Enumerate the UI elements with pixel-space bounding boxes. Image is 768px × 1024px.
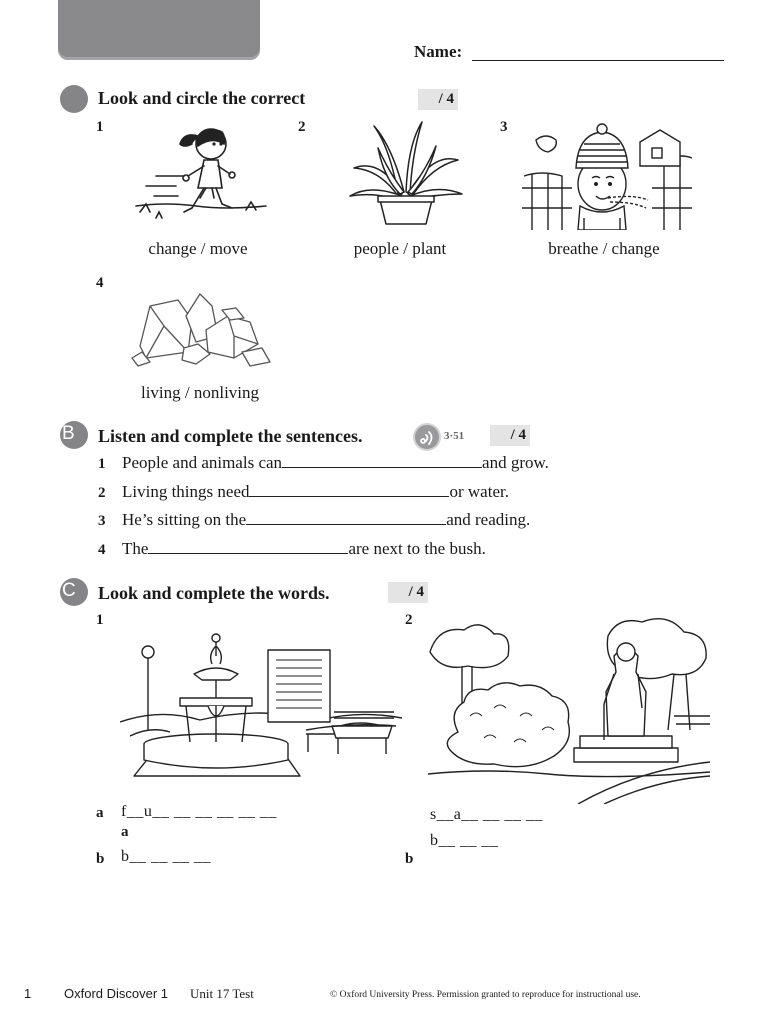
sentence-row [98, 510, 530, 530]
answer-letter: a [96, 805, 104, 821]
sentence-text: or water. [449, 482, 509, 501]
caption-choice[interactable]: breathe / change [548, 239, 660, 258]
copyright-notice: © Oxford University Press. Permission granted to reproduce for instructional use. [330, 990, 641, 1000]
sentence-row [98, 453, 549, 473]
rocks-illustration [126, 286, 276, 372]
audio-icon[interactable] [415, 425, 439, 449]
word-blank[interactable]: b__ __ __ __ [121, 848, 211, 865]
sentence-number: 3 [98, 513, 106, 529]
section-a-marker [60, 85, 88, 113]
caption-choice[interactable]: change / move [148, 239, 248, 258]
answer-letter: b [96, 851, 105, 867]
picture-number: 1 [96, 612, 104, 628]
answer-blank[interactable] [246, 510, 446, 525]
caption-choice[interactable]: living / nonliving [140, 383, 260, 402]
sentence-text: He’s sitting on the [122, 510, 247, 529]
name-field[interactable] [472, 60, 724, 61]
page-number: 1 [24, 986, 32, 1001]
section-b-title: Listen and complete the sentences. [98, 426, 363, 446]
sentence-text: and grow. [482, 453, 549, 472]
sentence-text: and reading. [446, 510, 531, 529]
sentence-text: Living things need [122, 482, 250, 501]
answer-letter: a [121, 824, 129, 840]
word-blank[interactable]: s__a__ __ __ __ [430, 806, 543, 823]
item-number: 2 [298, 119, 306, 135]
boy-breathing-cold-illustration [522, 118, 692, 230]
section-a-score: / 4 [418, 89, 458, 110]
section-c-title: Look and complete the words. [98, 583, 330, 603]
answer-blank[interactable] [148, 539, 348, 554]
answer-blank[interactable] [282, 453, 482, 468]
header-tab [58, 0, 260, 60]
sentence-row [98, 539, 486, 559]
girl-running-illustration [126, 118, 276, 230]
section-c-marker: C [60, 578, 88, 606]
name-label: Name: [414, 42, 463, 61]
sentence-row [98, 482, 509, 502]
unit-title: Unit 17 Test [190, 986, 254, 1001]
item-number: 3 [500, 119, 508, 135]
sentence-number: 1 [98, 456, 106, 472]
item-number: 1 [96, 119, 104, 135]
answer-blank[interactable] [249, 482, 449, 497]
word-blank[interactable]: f__u__ __ __ __ __ __ [121, 803, 277, 820]
caption-choice[interactable]: people / plant [353, 239, 447, 258]
park-fountain-illustration [120, 626, 402, 796]
item-number: 4 [96, 275, 104, 291]
picture-number: 2 [405, 612, 413, 628]
book-title: Oxford Discover 1 [64, 986, 169, 1001]
sentence-number: 2 [98, 485, 106, 501]
section-c-score: / 4 [388, 582, 428, 603]
sentence-text: People and animals can [122, 453, 283, 472]
section-a-title: Look and circle the correct [98, 88, 306, 108]
sentence-text: The [122, 539, 149, 558]
sentence-number: 4 [98, 542, 106, 558]
answer-letter: b [405, 851, 414, 867]
audio-track-number: 3·51 [444, 430, 465, 442]
park-statue-illustration [428, 612, 710, 804]
word-blank[interactable]: b__ __ __ [430, 832, 499, 849]
sentence-text: are next to the bush. [348, 539, 486, 558]
potted-plant-illustration [340, 118, 470, 230]
section-b-marker: B [60, 421, 88, 449]
section-b-score: / 4 [490, 425, 530, 446]
